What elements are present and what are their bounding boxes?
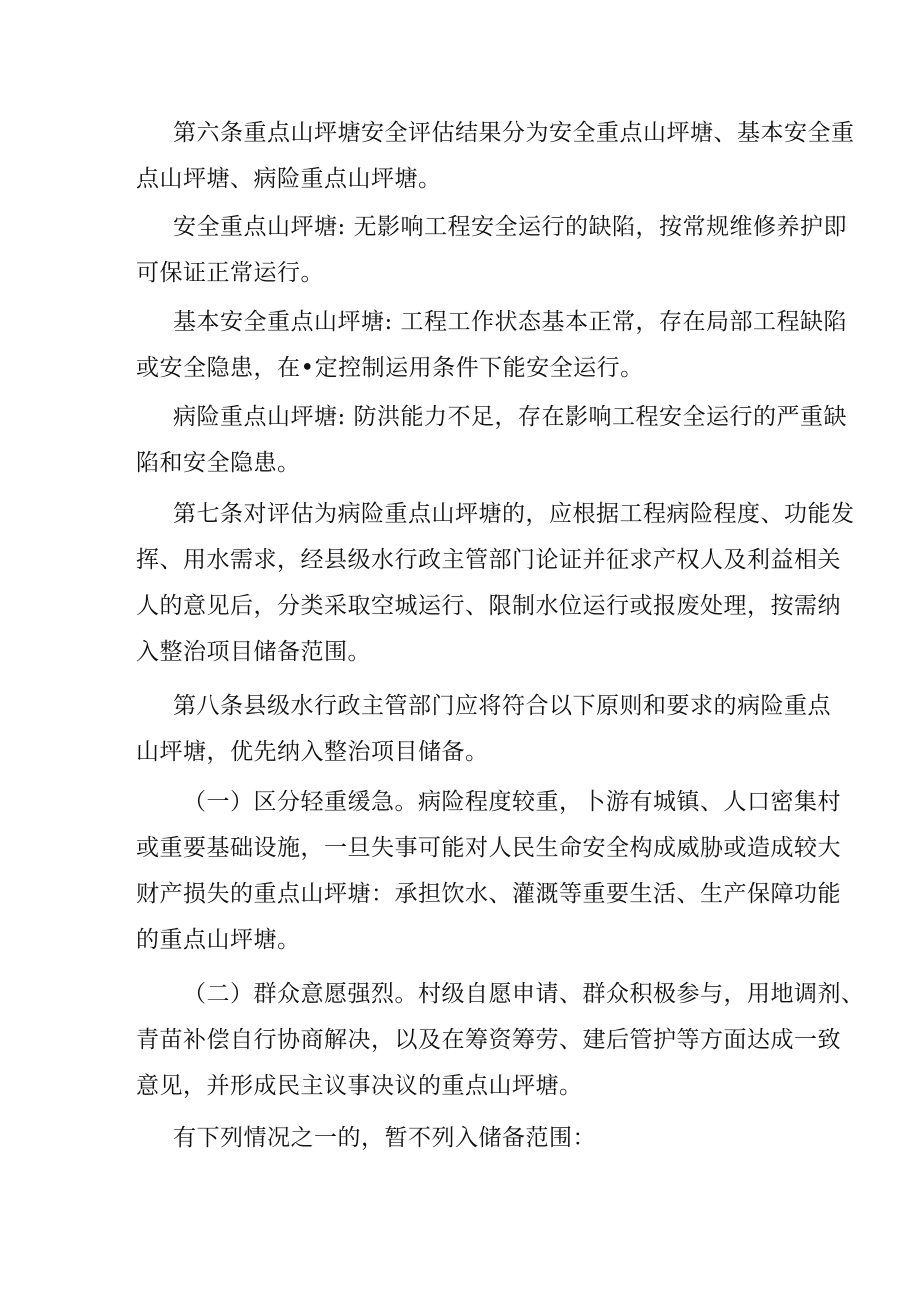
- paragraph-basic-safe-definition: [136, 309, 848, 381]
- paragraph-exclusions-intro: [173, 1126, 813, 1150]
- text-line: 意见，并形成民主议事决议的重点山坪塘。: [136, 1073, 583, 1099]
- text-line: 病险重点山坪塘: 防洪能力不足，存在影响工程安全运行的严重缺: [173, 404, 848, 430]
- text-line: 第七条对评估为病险重点山坪塘的，应根据工程病险程度、功能发: [173, 501, 855, 527]
- text-line: 基本安全重点山坪塘: 工程工作状态基本正常，存在局部工程缺陷: [173, 309, 848, 335]
- text-line: （二）群众意愿强烈。村级自愿申请、群众积极参与，用地调剂、: [183, 981, 865, 1007]
- text-line: 有下列情况之一的，暂不列入储备范围：: [173, 1125, 596, 1151]
- text-line: 青苗补偿自行协商解决，以及在筹资筹劳、建后管护等方面达成一致: [136, 1027, 841, 1053]
- text-line: （一）区分轻重缓急。病险程度较重，卜游有城镇、人口密集村: [183, 789, 841, 815]
- paragraph-item-1: [136, 789, 841, 953]
- text-line: 可保证正常运行。: [136, 260, 324, 286]
- text-line: 或安全隐患，在•定控制运用条件下能安全运行。: [136, 355, 644, 381]
- paragraph-article-8: [136, 693, 831, 765]
- text-line: 的重点山坪塘。: [136, 927, 301, 953]
- text-line: 入整治项目储备范围。: [136, 639, 371, 665]
- paragraph-item-2: [136, 981, 865, 1099]
- paragraph-dangerous-definition: [136, 404, 848, 476]
- text-line: 或重要基础设施，一旦失事可能对人民生命安全构成威胁或造成较大: [136, 835, 841, 861]
- text-line: 第六条重点山坪塘安全评估结果分为安全重点山坪塘、基本安全重: [173, 120, 855, 146]
- text-line: 挥、用水需求，经县级水行政主管部门论证并征求产权人及利益相关: [136, 547, 841, 573]
- text-line: 陷和安全隐患。: [136, 450, 301, 476]
- text-line: 点山坪塘、病险重点山坪塘。: [136, 166, 442, 192]
- text-line: 安全重点山坪塘: 无影响工程安全运行的缺陷，按常规维修养护即: [173, 214, 848, 240]
- paragraph-article-7: [136, 501, 855, 665]
- text-line: 山坪塘，优先纳入整治项目储备。: [136, 739, 489, 765]
- text-line: 人的意见后，分类采取空城运行、限制水位运行或报废处理，按需纳: [136, 593, 841, 619]
- text-line: 财产损失的重点山坪塘：承担饮水、灌溉等重要生活、生产保障功能: [136, 881, 841, 907]
- paragraph-safe-definition: [136, 214, 848, 286]
- text-line: 第八条县级水行政主管部门应将符合以下原则和要求的病险重点: [173, 693, 831, 719]
- paragraph-article-6: [136, 120, 855, 192]
